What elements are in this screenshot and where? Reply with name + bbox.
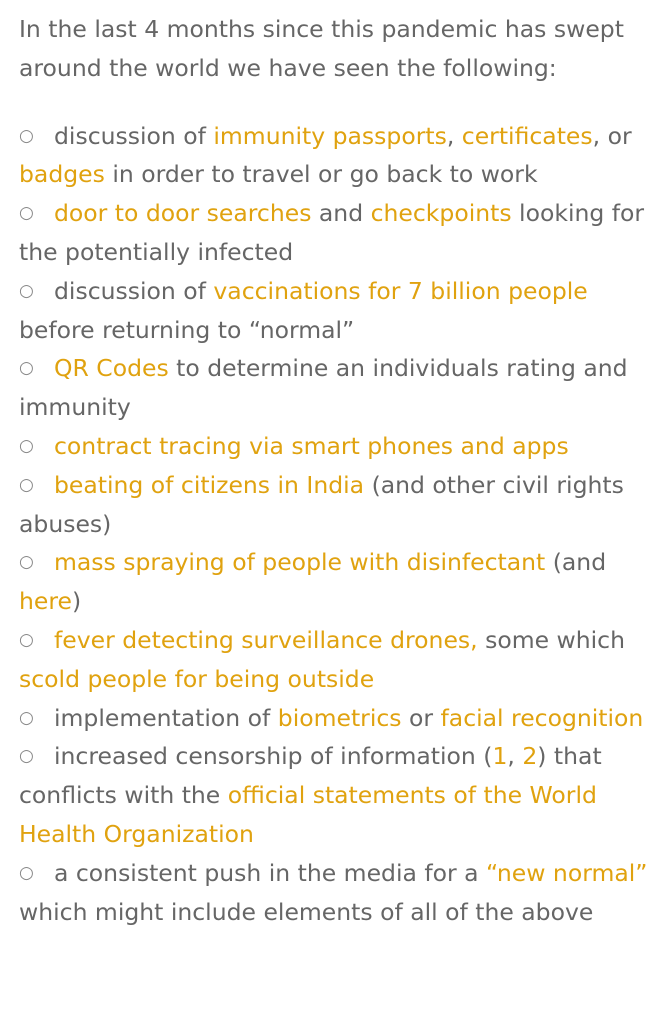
inline-link[interactable]: contract tracing via smart phones and apps bbox=[54, 431, 569, 460]
inline-link[interactable]: badges bbox=[19, 160, 105, 189]
bullet-marker-icon: ○ bbox=[19, 280, 34, 301]
bullet-item bbox=[19, 272, 656, 350]
bullet-text: before returning to “normal” bbox=[19, 315, 355, 344]
bullet-text: or bbox=[401, 703, 441, 732]
intro-paragraph: In the last 4 months since this pandemic has swept around the world we have seen the following: bbox=[19, 15, 624, 82]
bullet-text: , or bbox=[592, 121, 632, 150]
inline-link[interactable]: biometrics bbox=[277, 703, 402, 732]
inline-link[interactable]: mass spraying of people with disinfectant bbox=[54, 548, 546, 577]
bullet-text: looking for the potentially infected bbox=[19, 199, 645, 266]
bullet-marker-icon: ○ bbox=[19, 552, 34, 573]
bullet-text: a consistent push in the media for a bbox=[54, 858, 486, 887]
inline-link[interactable]: “new normal” bbox=[486, 858, 648, 887]
inline-link[interactable]: facial recognition bbox=[440, 703, 644, 732]
bullet-text: ) that conflicts with the bbox=[19, 742, 602, 810]
bullet-item bbox=[19, 117, 656, 195]
bullet-text: (and other civil rights abuses) bbox=[19, 470, 624, 538]
bullet-marker-icon: ○ bbox=[19, 707, 34, 728]
bullet-text: and bbox=[311, 199, 371, 228]
inline-link[interactable]: official statements of the World Health Organization bbox=[19, 781, 597, 848]
inline-link[interactable]: scold people for being outside bbox=[19, 664, 375, 693]
inline-link[interactable]: beating of citizens in India bbox=[54, 470, 365, 499]
bullet-item bbox=[19, 427, 656, 466]
inline-link[interactable]: vaccinations for 7 billion people bbox=[213, 276, 588, 305]
bullet-text: , bbox=[446, 121, 462, 150]
bullet-text: discussion of bbox=[54, 121, 214, 150]
inline-link[interactable]: checkpoints bbox=[370, 199, 512, 228]
inline-link[interactable]: 2 bbox=[522, 742, 538, 771]
inline-link[interactable]: fever detecting surveillance drones, bbox=[54, 625, 478, 654]
bullet-marker-icon: ○ bbox=[19, 862, 34, 883]
bullet-text: (and bbox=[545, 548, 607, 577]
inline-link[interactable]: QR Codes bbox=[54, 354, 169, 383]
bullet-text: increased censorship of information ( bbox=[54, 742, 493, 771]
bullet-item bbox=[19, 737, 656, 853]
bullet-item bbox=[19, 543, 656, 621]
bullet-marker-icon: ○ bbox=[19, 746, 34, 767]
bullet-text: implementation of bbox=[54, 703, 278, 732]
bullet-marker-icon: ○ bbox=[19, 125, 34, 146]
bullet-item bbox=[19, 699, 656, 738]
bullet-text: discussion of bbox=[54, 276, 214, 305]
bullet-marker-icon: ○ bbox=[19, 435, 34, 456]
bullet-text: in order to travel or go back to work bbox=[104, 160, 538, 189]
bullet-item bbox=[19, 194, 656, 272]
bullet-text: to determine an individuals rating and immunity bbox=[19, 354, 628, 422]
bullet-text: some which bbox=[477, 625, 625, 654]
inline-link[interactable]: 1 bbox=[492, 742, 508, 771]
inline-link[interactable]: here bbox=[19, 587, 72, 616]
bullet-item bbox=[19, 854, 656, 932]
bullet-marker-icon: ○ bbox=[19, 358, 34, 379]
bullet-marker-icon: ○ bbox=[19, 474, 34, 495]
bullet-text: ) bbox=[71, 587, 82, 616]
bullet-text: , bbox=[507, 742, 523, 771]
bullet-item bbox=[19, 349, 656, 427]
inline-link[interactable]: door to door searches bbox=[54, 199, 312, 228]
bullet-marker-icon: ○ bbox=[19, 203, 34, 224]
bullet-text: which might include elements of all of the above bbox=[19, 897, 594, 926]
inline-link[interactable]: immunity passports bbox=[213, 121, 447, 150]
bullet-item bbox=[19, 466, 656, 544]
bullet-list bbox=[19, 117, 656, 932]
bullet-item bbox=[19, 621, 656, 699]
bullet-marker-icon: ○ bbox=[19, 629, 34, 650]
inline-link[interactable]: certificates bbox=[461, 121, 593, 150]
